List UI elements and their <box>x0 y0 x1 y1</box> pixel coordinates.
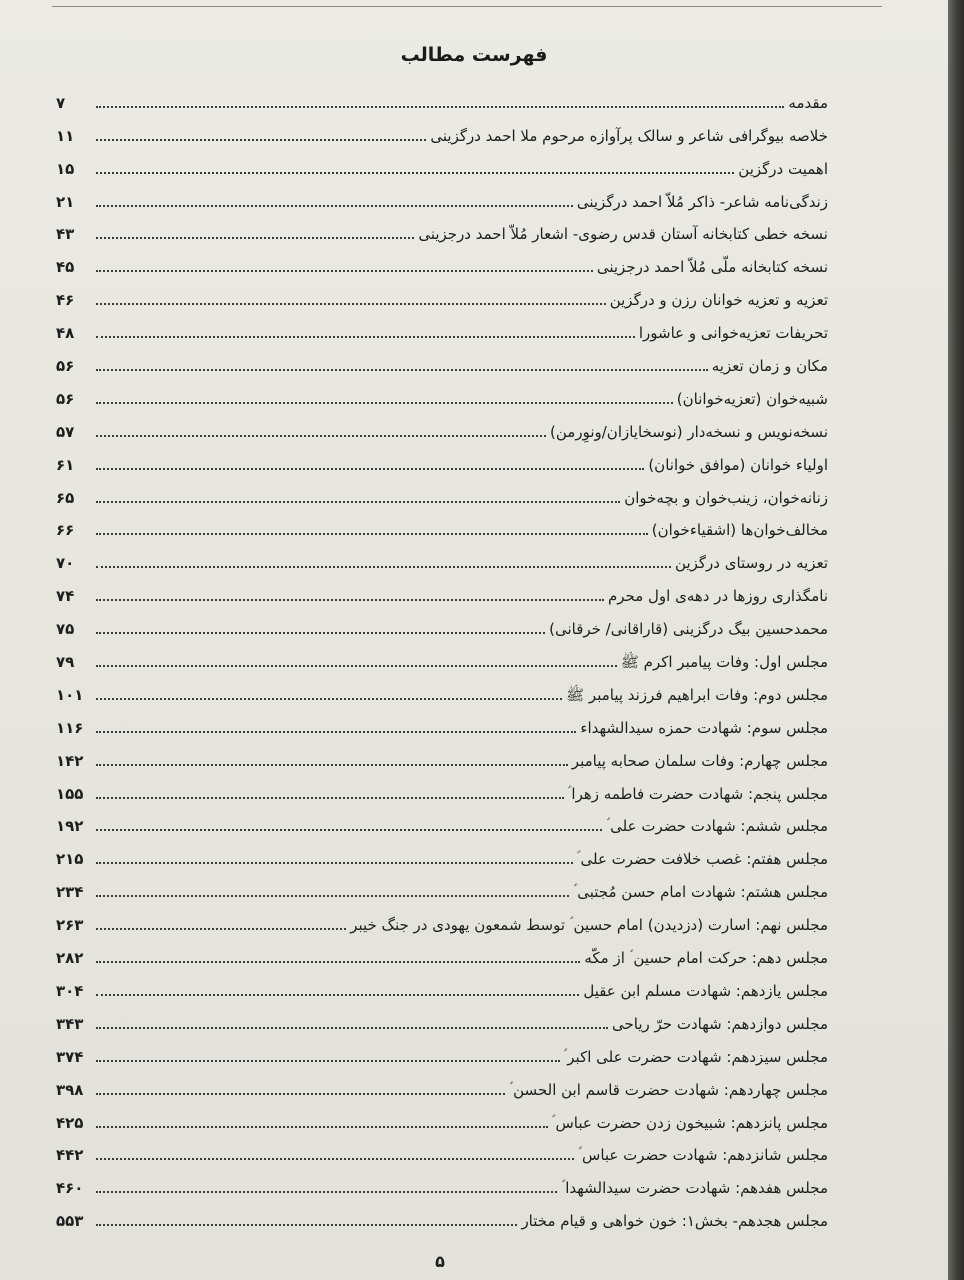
toc-entry-page: ۲۶۳ <box>56 916 84 935</box>
toc-entry-page: ۲۳۴ <box>56 883 84 902</box>
toc-entry-page: ۶۱ <box>56 455 75 474</box>
toc-entry-page: ۵۶ <box>56 389 75 408</box>
toc-entry-title: مکان و زمان تعزیه <box>711 357 828 376</box>
dot-leader <box>96 1158 574 1160</box>
toc-entry <box>56 902 828 935</box>
toc-entry-page: ۷۰ <box>56 554 75 573</box>
dot-leader <box>96 1224 517 1226</box>
toc-entry <box>56 573 828 606</box>
book-spine-shadow <box>948 0 964 1280</box>
table-of-contents <box>56 80 828 1231</box>
toc-entry-page: ۷۴ <box>56 587 75 606</box>
toc-entry-page: ۶۶ <box>56 521 75 540</box>
dot-leader <box>96 961 580 963</box>
toc-entry <box>56 606 828 639</box>
toc-entry-title: مجلس هفتم: غصب خلافت حضرت علی ؑ <box>576 850 828 869</box>
dot-leader <box>96 928 346 930</box>
toc-entry <box>56 310 828 343</box>
dot-leader <box>96 698 562 700</box>
toc-entry <box>56 771 828 804</box>
dot-leader <box>96 205 573 207</box>
dot-leader <box>96 895 569 897</box>
toc-entry-title: مجلس چهارم: وفات سلمان صحابه پیامبر <box>571 751 828 770</box>
toc-entry-page: ۱۱ <box>56 126 75 145</box>
toc-entry-page: ۵۵۳ <box>56 1212 84 1231</box>
toc-entry-page: ۴۳ <box>56 225 75 244</box>
toc-entry-title: زنانه‌خوان، زینب‌خوان و بچه‌خوان <box>624 488 828 507</box>
toc-entry-page: ۷۵ <box>56 620 75 639</box>
dot-leader <box>96 139 426 141</box>
dot-leader <box>96 1126 548 1128</box>
toc-entry-page: ۳۴۳ <box>56 1014 84 1033</box>
toc-entry-title: مجلس هشتم: شهادت امام حسن مُجتبی ؑ <box>573 883 828 902</box>
toc-entry-page: ۷ <box>56 93 66 112</box>
toc-entry-title: شبیه‌خوان (تعزیه‌خوانان) <box>676 389 828 408</box>
dot-leader <box>96 1093 505 1095</box>
dot-leader <box>96 270 593 272</box>
toc-entry-title: مجلس سوم: شهادت حمزه سیدالشهداء <box>580 718 828 737</box>
toc-entry-title: مجلس هفدهم: شهادت حضرت سیدالشهدا ؑ <box>561 1179 828 1198</box>
dot-leader <box>96 764 568 766</box>
toc-entry-title: اهمیت درگزین <box>738 159 828 178</box>
toc-entry-title: اولیاء خوانان (موافق خوانان) <box>648 455 828 474</box>
toc-entry <box>56 409 828 442</box>
toc-entry-title: زندگی‌نامه شاعر- ذاکر مُلاّ احمد درگزینی <box>576 192 828 211</box>
dot-leader <box>96 1060 560 1062</box>
toc-entry-page: ۱۵ <box>56 159 75 178</box>
dot-leader <box>96 336 635 338</box>
toc-entry-page: ۲۸۲ <box>56 949 84 968</box>
dot-leader <box>96 106 784 108</box>
toc-entry-title: تعزیه در روستای درگزین <box>675 554 828 573</box>
toc-entry-title: مجلس نهم: اسارت (دزدیدن) امام حسین ؑ توسط شمعون یهودی در جنگ خیبر <box>350 916 828 935</box>
dot-leader <box>96 862 573 864</box>
toc-entry-page: ۵۷ <box>56 422 75 441</box>
toc-entry <box>56 508 828 541</box>
toc-entry <box>56 376 828 409</box>
toc-entry <box>56 1165 828 1198</box>
toc-entry <box>56 869 828 902</box>
toc-entry <box>56 1001 828 1034</box>
toc-entry-page: ۱۴۲ <box>56 751 84 770</box>
dot-leader <box>96 599 604 601</box>
toc-entry <box>56 968 828 1001</box>
dot-leader <box>96 1027 608 1029</box>
toc-entry-title: خلاصه بیوگرافی شاعر و سالک پرآوازه مرحوم ملا احمد درگزینی <box>430 126 828 145</box>
toc-entry <box>56 1100 828 1133</box>
toc-entry <box>56 738 828 771</box>
toc-entry-page: ۱۱۶ <box>56 718 84 737</box>
toc-entry-page: ۴۴۲ <box>56 1146 84 1165</box>
dot-leader <box>96 533 648 535</box>
toc-entry-title: نسخه‌نویس و نسخه‌دار (نوسخایازان/ونوِرمن) <box>550 422 828 441</box>
toc-entry-page: ۱۹۲ <box>56 817 84 836</box>
toc-entry-title: مجلس یازدهم: شهادت مسلم ابن عقیل <box>583 981 828 1000</box>
dot-leader <box>96 1191 557 1193</box>
toc-entry-title: نامگذاری روزها در دهه‌ی اول محرم <box>607 587 828 606</box>
toc-entry-page: ۳۰۴ <box>56 981 84 1000</box>
page-title: فهرست مطالب <box>400 44 548 66</box>
toc-entry-page: ۷۹ <box>56 653 75 672</box>
toc-entry <box>56 672 828 705</box>
toc-entry-page: ۱۰۱ <box>56 685 84 704</box>
dot-leader <box>96 566 671 568</box>
dot-leader <box>96 829 602 831</box>
toc-entry <box>56 705 828 738</box>
dot-leader <box>96 797 564 799</box>
toc-entry-page: ۲۱ <box>56 192 75 211</box>
toc-entry <box>56 113 828 146</box>
toc-entry <box>56 244 828 277</box>
toc-entry <box>56 277 828 310</box>
toc-entry-title: مجلس دهم: حرکت امام حسین ؑ از مکّه <box>584 949 828 968</box>
toc-entry-title: مجلس دوازدهم: شهادت حرّ ریاحی <box>611 1014 828 1033</box>
toc-entry-page: ۲۱۵ <box>56 850 84 869</box>
toc-entry-page: ۳۹۸ <box>56 1080 84 1099</box>
toc-entry-page: ۴۶۰ <box>56 1179 84 1198</box>
dot-leader <box>96 402 673 404</box>
top-divider <box>52 6 882 7</box>
toc-entry-title: مجلس شانزدهم: شهادت حضرت عباس ؑ <box>578 1146 828 1165</box>
toc-entry-page: ۵۶ <box>56 357 75 376</box>
toc-entry <box>56 343 828 376</box>
toc-entry-page: ۴۶ <box>56 291 75 310</box>
toc-entry-title: مجلس هجدهم- بخش۱: خون خواهی و قیام مختار <box>521 1212 828 1231</box>
toc-entry-title: مجلس پانزدهم: شبیخون زدن حضرت عباس ؑ <box>551 1113 828 1132</box>
dot-leader <box>96 468 644 470</box>
toc-entry <box>56 1067 828 1100</box>
dot-leader <box>96 435 546 437</box>
dot-leader <box>96 237 414 239</box>
toc-entry <box>56 179 828 212</box>
toc-entry <box>56 935 828 968</box>
toc-entry-title: تعزیه و تعزیه خوانان رزن و درگزین <box>609 291 828 310</box>
toc-entry <box>56 1133 828 1166</box>
dot-leader <box>96 369 708 371</box>
toc-entry <box>56 1198 828 1231</box>
toc-entry-title: نسخه کتابخانه ملّی مُلاّ احمد درجزینی <box>596 258 828 277</box>
dot-leader <box>96 632 545 634</box>
toc-entry-title: مجلس سیزدهم: شهادت حضرت علی اکبر ؑ <box>563 1047 828 1066</box>
toc-entry <box>56 1034 828 1067</box>
toc-entry-page: ۶۵ <box>56 488 75 507</box>
toc-entry-title: مجلس ششم: شهادت حضرت علی ؑ <box>606 817 828 836</box>
toc-entry-title: مقدمه <box>788 93 828 112</box>
toc-entry-title: تحریفات تعزیه‌خوانی و عاشورا <box>638 324 828 343</box>
toc-entry-title: محمدحسین بیگ درگزینی (قاراقانی/ خرقانی) <box>549 620 828 639</box>
toc-entry-page: ۱۵۵ <box>56 784 84 803</box>
dot-leader <box>96 665 617 667</box>
toc-entry <box>56 836 828 869</box>
toc-entry <box>56 146 828 179</box>
toc-entry <box>56 540 828 573</box>
dot-leader <box>96 994 579 996</box>
toc-entry-title: مخالف‌خوان‌ها (اشقیاء‌خوان) <box>651 521 828 540</box>
toc-entry-title: مجلس پنجم: شهادت حضرت فاطمه زهرا ؑ <box>567 784 828 803</box>
dot-leader <box>96 501 620 503</box>
toc-entry-page: ۴۲۵ <box>56 1113 84 1132</box>
toc-entry <box>56 442 828 475</box>
toc-entry-title: نسخه خطی کتابخانه آستان قدس رضوی- اشعار مُلاّ احمد درجزینی <box>418 225 828 244</box>
toc-entry-title: مجلس دوم: وفات ابراهیم فرزند پیامبر ﷺ <box>566 685 828 704</box>
dot-leader <box>96 731 576 733</box>
toc-entry <box>56 804 828 837</box>
toc-entry <box>56 639 828 672</box>
toc-entry <box>56 212 828 245</box>
toc-entry <box>56 475 828 508</box>
toc-entry-page: ۴۵ <box>56 258 75 277</box>
dot-leader <box>96 172 734 174</box>
toc-entry-title: مجلس اول: وفات پیامبر اکرم ﷺ <box>620 653 828 672</box>
page-number: ۵ <box>435 1252 445 1271</box>
dot-leader <box>96 303 606 305</box>
toc-entry-title: مجلس چهاردهم: شهادت حضرت قاسم ابن الحسن ؑ <box>509 1080 828 1099</box>
toc-entry-page: ۳۷۴ <box>56 1047 84 1066</box>
toc-entry-page: ۴۸ <box>56 324 75 343</box>
toc-entry <box>56 80 828 113</box>
